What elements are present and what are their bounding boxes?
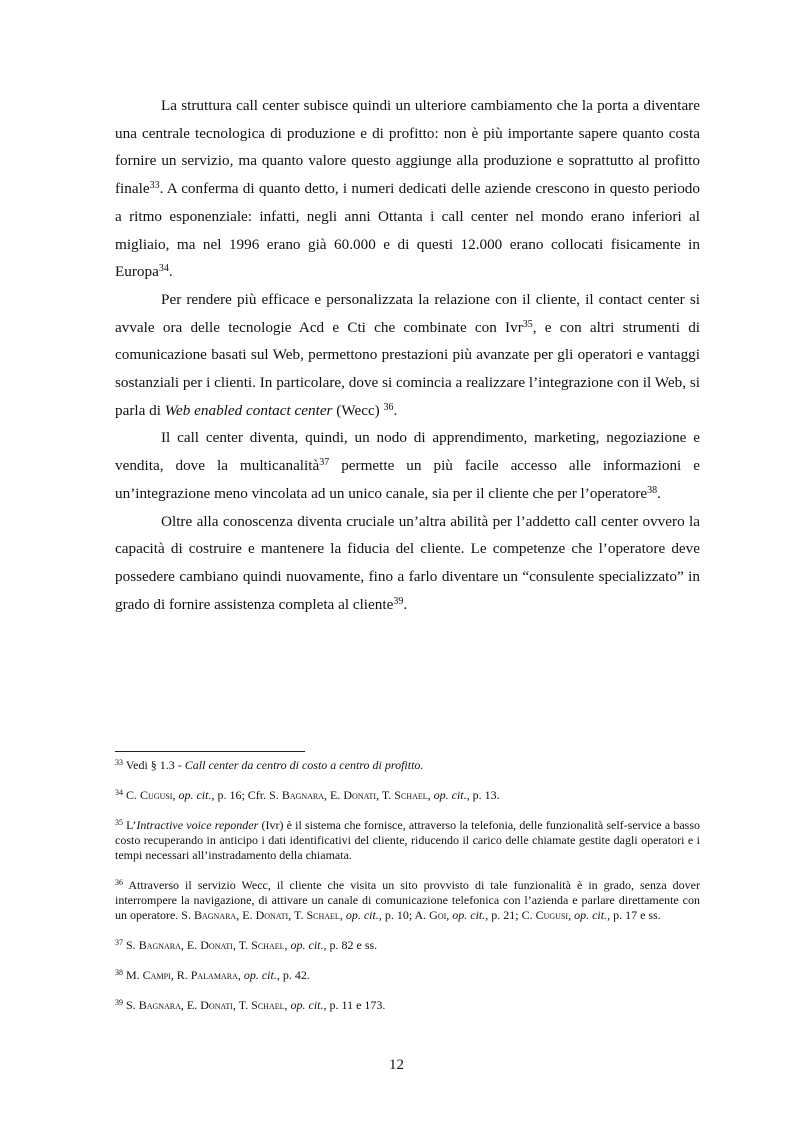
italic-text: op. cit. <box>290 938 324 952</box>
italic-text: Web enabled contact center <box>164 401 333 419</box>
footnote-marker: 34 <box>115 788 123 797</box>
author-name: Goi <box>429 908 447 922</box>
author-name: Bagnara <box>281 788 325 802</box>
author-name: Donati <box>200 998 233 1012</box>
author-name: Donati <box>255 908 289 922</box>
footnote: $^{38}$ M. Campi, R. Palamara, op. cit., p. 42. <box>115 968 310 982</box>
footnote-marker: 37 <box>319 457 330 469</box>
footnote-marker: 34 <box>158 263 169 275</box>
author-name: Schael <box>394 788 428 802</box>
author-name: Cugusi <box>140 788 173 802</box>
footnote-marker: 37 <box>115 938 123 947</box>
footnote-marker: 35 <box>522 318 533 330</box>
italic-text: Intractive voice reponder <box>136 818 259 832</box>
author-name: Donati <box>200 938 233 952</box>
footnote-marker: 36 <box>383 401 394 413</box>
paragraph: Il call center diventa, quindi, un nodo di apprendimento, marketing, negoziazione e vendita, dove la multicanalità$^{37}$ permette un più facile accesso alle informazioni e un’integrazione meno vincolata ad un unico canale, sia per il cliente che per l’operatore$^{38}$. <box>115 429 700 502</box>
page-number: 12 <box>389 1057 404 1073</box>
footnote-marker: 39 <box>393 595 404 607</box>
body-text <box>115 92 700 618</box>
footnote-separator <box>115 751 305 752</box>
author-name: Bagnara <box>138 998 181 1012</box>
author-name: Bagnara <box>138 938 181 952</box>
footnote-marker: 33 <box>115 758 123 767</box>
author-name: Cugusi <box>535 908 569 922</box>
footnote: $^{33}$ Vedi § 1.3 - Call center da centro di costo a centro di profitto. <box>115 758 424 772</box>
footnote: $^{39}$ S. Bagnara, E. Donati, T. Schael, op. cit., p. 11 e 173. <box>115 998 386 1012</box>
footnote-marker: 36 <box>115 878 123 887</box>
paragraph: Oltre alla conoscenza diventa cruciale un’altra abilità per l’addetto call center ovvero la capacità di costruire e mantenere la fiducia del cliente. Le competenze che l’operatore deve possedere cambiano quindi nuovamente, fino a farlo diventare un “consulente specializzato” in grado di fornire assistenza completa al cliente$^{39}$. <box>115 512 700 613</box>
italic-text: op. cit. <box>243 968 277 982</box>
paragraph: La struttura call center subisce quindi un ulteriore cambiamento che la porta a diventare una centrale tecnologica di produzione e di profitto: non è più importante sapere quanto costa fornire un servizio, ma quanto valore questo aggiunge alla produzione e soprattutto al profitto finale$^{33}$. A conferma di quanto detto, i numeri dedicati delle aziende crescono in questo periodo a ritmo esponenziale: infatti, negli anni Ottanta i call center nel mondo erano inferiori al migliaio, ma nel 1996 erano già 60.000 e di questi 12.000 erano collocati fisicamente in Europa$^{34}$. <box>115 97 700 281</box>
author-name: Bagnara <box>193 908 237 922</box>
author-name: Campi <box>142 968 171 982</box>
italic-text: op. cit. <box>290 998 324 1012</box>
footnote-marker: 39 <box>115 998 123 1007</box>
paragraph: Per rendere più efficace e personalizzata la relazione con il cliente, il contact center si avvale ora delle tecnologie Acd e Cti che combinate con Ivr$^{35}$, e con altri strumenti di comunicazione basati sul Web, permettono prestazioni più avanzate per gli operatori e vantaggi sostanziali per i clienti. In particolare, dove si comincia a realizzare l’integrazione con il Web, si parla di Web enabled contact center (Wecc) $^{36}$. <box>115 290 701 419</box>
italic-text: op. cit. <box>433 788 467 802</box>
footnotes <box>115 758 700 1028</box>
author-name: Schael <box>306 908 340 922</box>
footnote-marker: 33 <box>149 180 160 192</box>
footnote: $^{36}$ Attraverso il servizio Wecc, il cliente che visita un sito provvisto di tale funzionalità è in grado, senza dover interrompere la navigazione, di attivare un canale di comunicazione telefonica con l’azienda e parlare direttamente con un operatore. S. Bagnara, E. Donati, T. Schael, op. cit., p. 10; A. Goi, op. cit., p. 21; C. Cugusi, op. cit., p. 17 e ss. <box>115 878 700 922</box>
footnote: $^{35}$ L’Intractive voice reponder (Ivr) è il sistema che fornisce, attraverso la telefonia, delle funzionalità self-service a basso costo recuperando in anticipo i dati identificativi del cliente, riducendo il carico delle chiamate gestite dagli operatori e i tempi necessari all’instradamento della chiamata. <box>115 818 700 862</box>
author-name: Donati <box>343 788 377 802</box>
footnote-marker: 38 <box>115 968 123 977</box>
italic-text: op. cit. <box>452 908 486 922</box>
footnote-marker: 35 <box>115 818 123 827</box>
italic-text: op. cit. <box>574 908 608 922</box>
footnote-marker: 38 <box>647 484 658 496</box>
footnote: $^{34}$ C. Cugusi, op. cit., p. 16; Cfr. S. Bagnara, E. Donati, T. Schael, op. cit., p. 13. <box>115 788 500 802</box>
author-name: Schael <box>251 938 285 952</box>
italic-text: op. cit. <box>345 908 379 922</box>
footnote: $^{37}$ S. Bagnara, E. Donati, T. Schael, op. cit., p. 82 e ss. <box>115 938 378 952</box>
italic-text: Call center da centro di costo a centro di profitto. <box>184 758 424 772</box>
italic-text: op. cit. <box>178 788 212 802</box>
author-name: Schael <box>251 998 285 1012</box>
author-name: Palamara <box>190 968 238 982</box>
